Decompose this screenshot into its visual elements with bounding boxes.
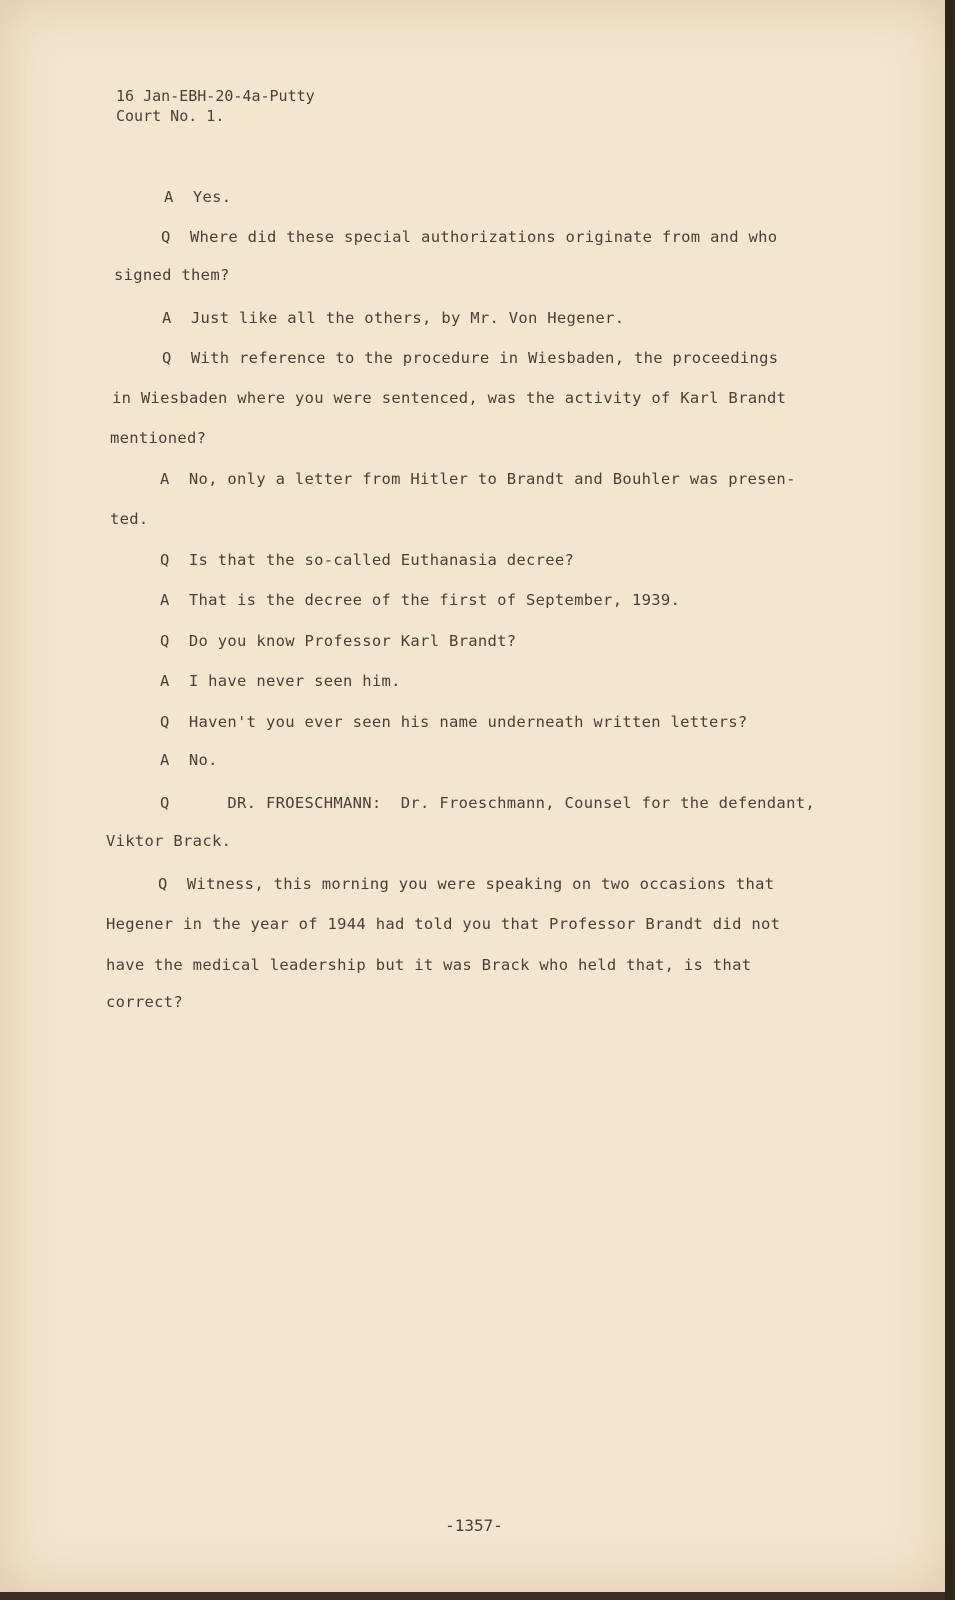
transcript-line: A Yes. — [164, 188, 232, 206]
page-number: -1357- — [445, 1516, 503, 1535]
page-edge — [945, 0, 955, 1600]
transcript-line: A That is the decree of the first of September, 1939. — [160, 591, 681, 609]
transcript-line: ted. — [110, 510, 149, 528]
header-line-2: Court No. 1. — [116, 107, 225, 125]
transcript-line: A I have never seen him. — [160, 672, 401, 690]
document-header — [116, 86, 315, 126]
transcript-line: Q Haven't you ever seen his name underneath written letters? — [160, 713, 748, 731]
transcript-line: mentioned? — [110, 429, 207, 447]
transcript-line: Q With reference to the procedure in Wiesbaden, the proceedings — [162, 349, 779, 367]
transcript-line: A Just like all the others, by Mr. Von Hegener. — [162, 309, 625, 327]
transcript-line: Hegener in the year of 1944 had told you that Professor Brandt did not — [106, 915, 781, 933]
transcript-line: in Wiesbaden where you were sentenced, was the activity of Karl Brandt — [112, 389, 787, 407]
transcript-line: Q Is that the so-called Euthanasia decree? — [160, 551, 575, 569]
transcript-line: Q DR. FROESCHMANN: Dr. Froeschmann, Counsel for the defendant, — [160, 794, 815, 812]
transcript-line: correct? — [106, 993, 184, 1011]
transcript-line: signed them? — [114, 266, 230, 284]
transcript-line: A No. — [160, 751, 218, 769]
transcript-line: A No, only a letter from Hitler to Brandt and Bouhler was presen- — [160, 470, 796, 488]
transcript-line: Viktor Brack. — [106, 832, 232, 850]
transcript-line: Q Witness, this morning you were speaking on two occasions that — [158, 875, 775, 893]
transcript-line: Q Do you know Professor Karl Brandt? — [160, 632, 517, 650]
transcript-line: have the medical leadership but it was Brack who held that, is that — [106, 956, 752, 974]
header-line-1: 16 Jan-EBH-20-4a-Putty — [116, 87, 315, 105]
transcript-line: Q Where did these special authorizations originate from and who — [161, 228, 778, 246]
